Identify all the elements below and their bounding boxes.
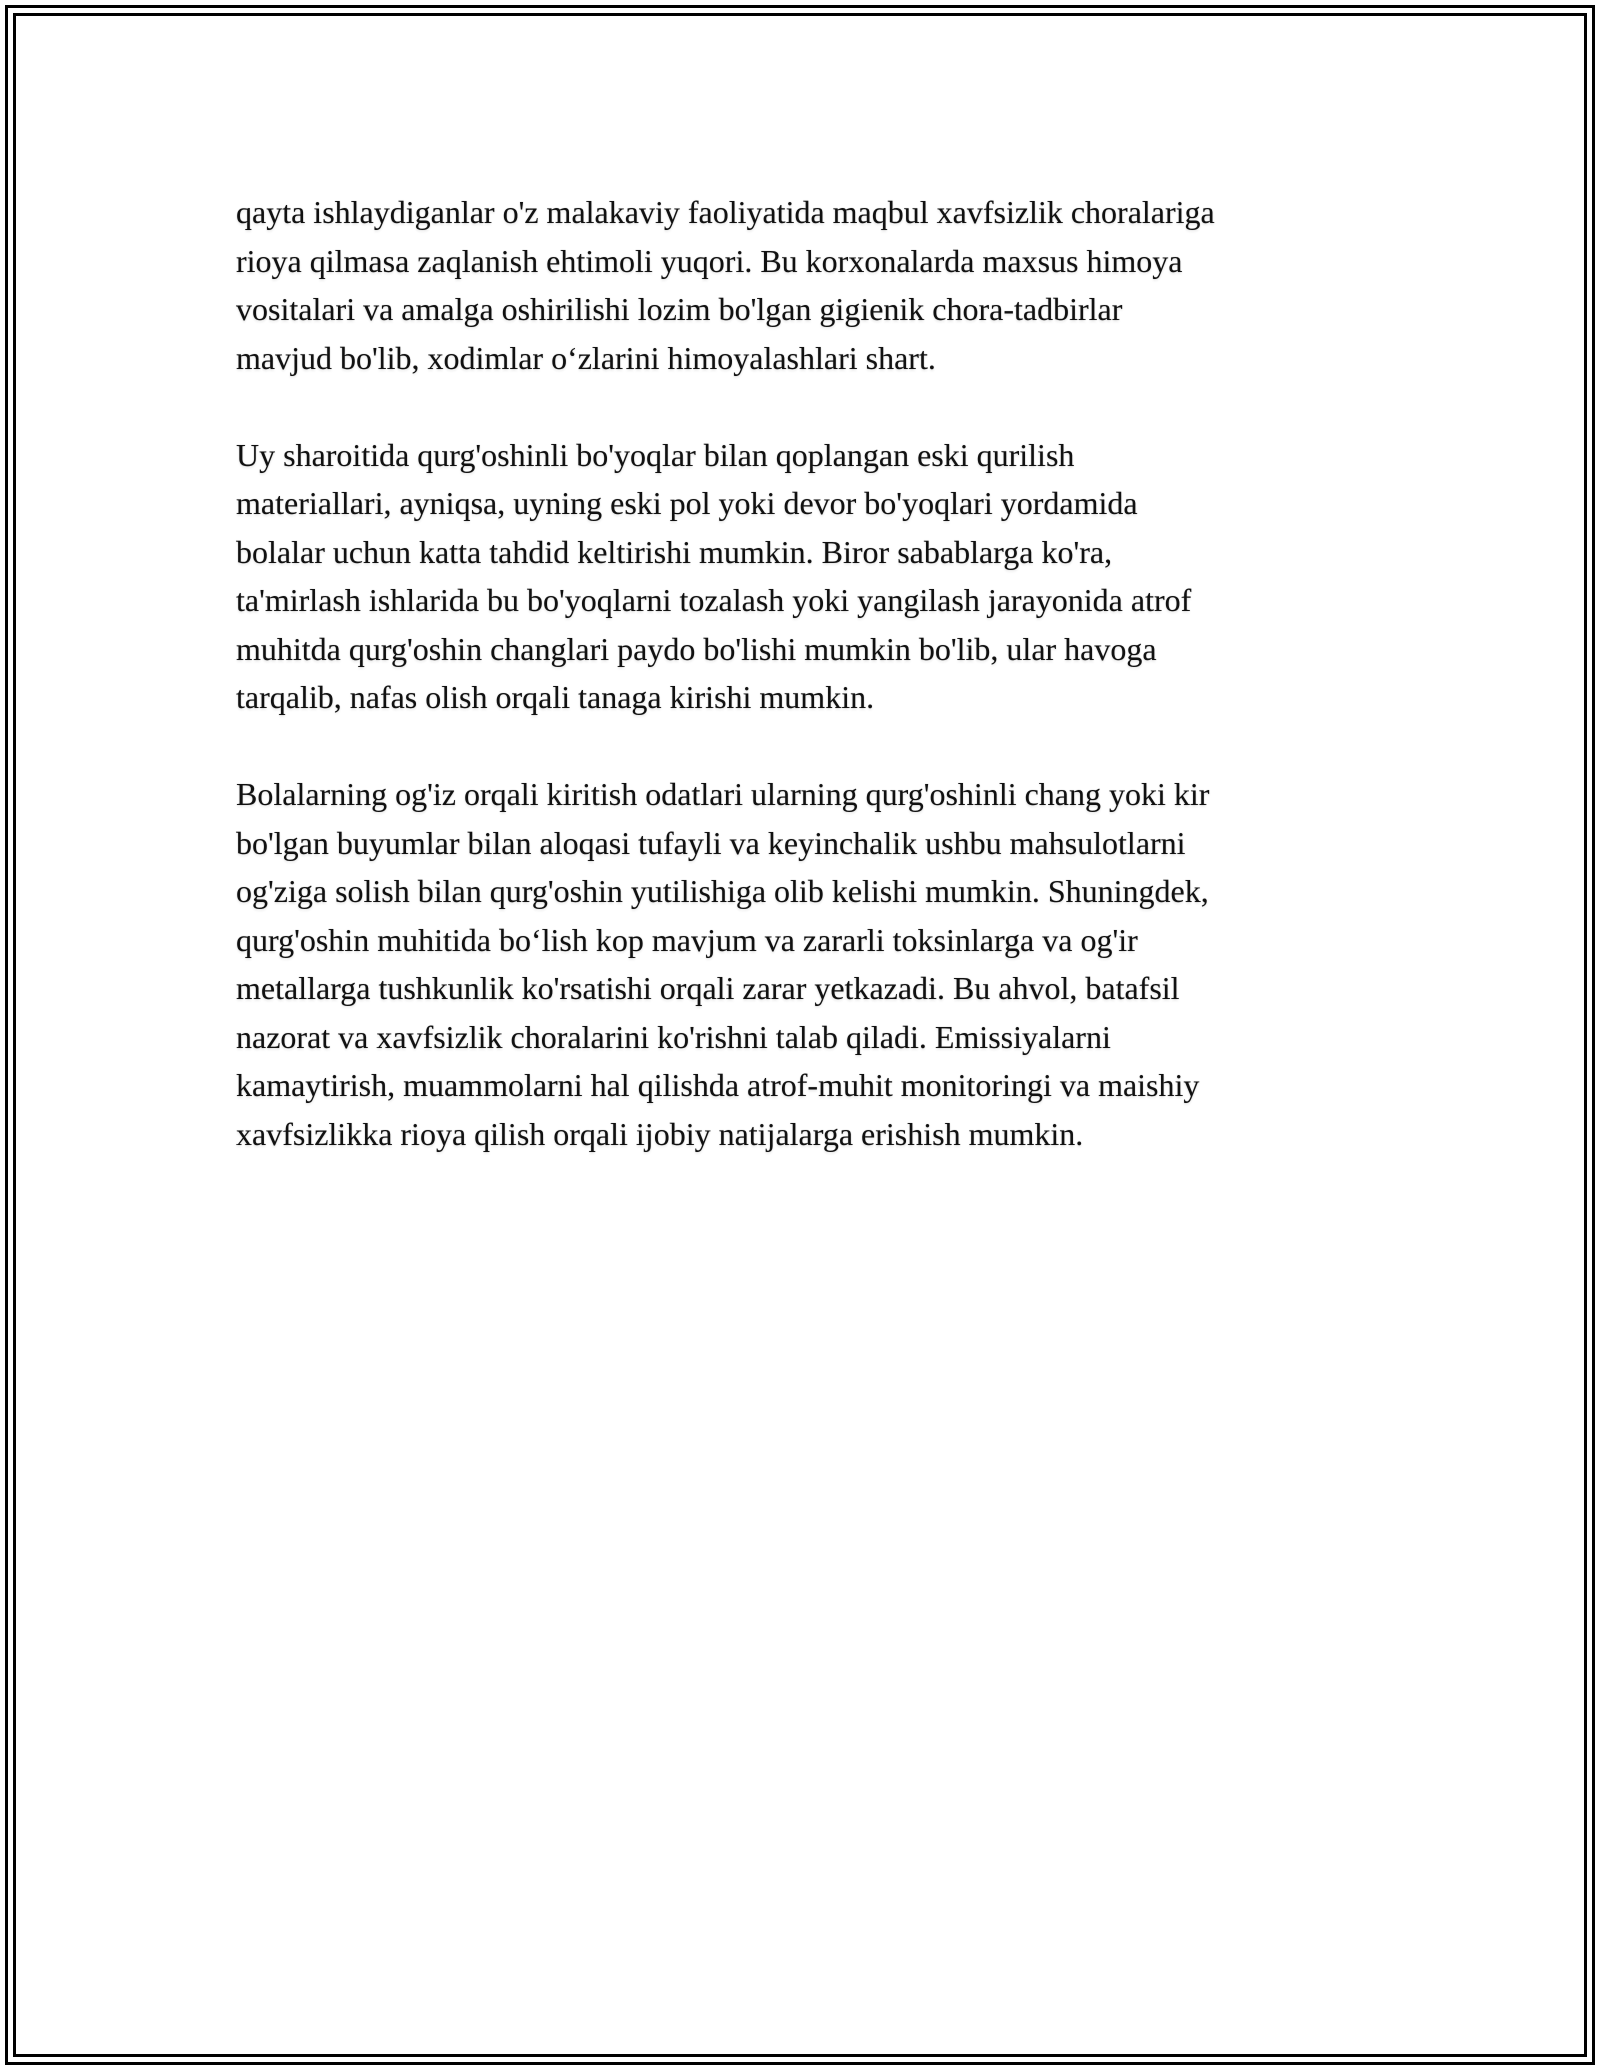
paragraph-3: Bolalarning og'iz orqali kiritish odatlari ularning qurg'oshinli chang yoki kir bo'lgan buyumlar bilan aloqasi tufayli va keyinchalik ushbu mahsulotlarni og'ziga solish bilan qurg'oshin yutilishiga olib kelishi mumkin. Shuningdek, qurg'oshin muhitida bo‘lish kop mavjum va zararli toksinlarga va og'ir metallarga tushkunlik ko'rsatishi orqali zarar yetkazadi. Bu ahvol, batafsil nazorat va xavfsizlik choralarini ko'rishni talab qiladi. Emissiyalarni kamaytirish, muammolarni hal qilishda atrof-muhit monitoringi va maishiy xavfsizlikka rioya qilish orqali ijobiy natijalarga erishish mumkin. <box>236 776 1210 1152</box>
paragraph-1: qayta ishlaydiganlar o'z malakaviy faoliyatida maqbul xavfsizlik choralariga rioya qilmasa zaqlanish ehtimoli yuqori. Bu korxonalarda maxsus himoya vositalari va amalga oshirilishi lozim bo'lgan gigienik chora-tadbirlar mavjud bo'lib, xodimlar o‘zlarini himoyalashlari shart. <box>236 194 1215 376</box>
document-body <box>236 188 1366 1158</box>
paragraph-2: Uy sharoitida qurg'oshinli bo'yoqlar bilan qoplangan eski qurilish materiallari, ayniqsa, uyning eski pol yoki devor bo'yoqlari yordamida bolalar uchun katta tahdid keltirishi mumkin. Biror sabablarga ko'ra, ta'mirlash ishlarida bu bo'yoqlarni tozalash yoki yangilash jarayonida atrof muhitda qurg'oshin changlari paydo bo'lishi mumkin bo'lib, ular havoga tarqalib, nafas olish orqali tanaga kirishi mumkin. <box>236 436 1192 715</box>
